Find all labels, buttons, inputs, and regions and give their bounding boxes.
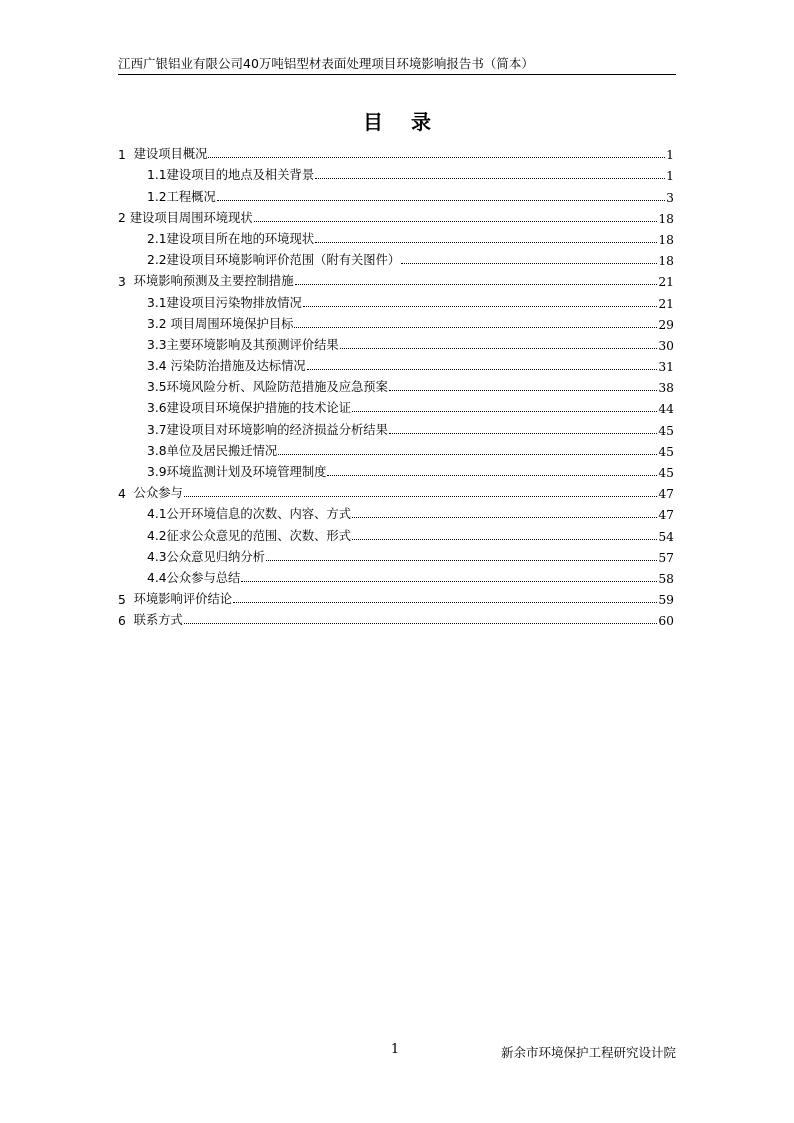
toc-leader-dots — [184, 496, 657, 497]
toc-leader-dots — [303, 306, 658, 307]
toc-entry-label: 4.1公开环境信息的次数、内容、方式 — [147, 507, 352, 522]
toc-leader-dots — [254, 221, 658, 222]
toc-leader-dots — [266, 560, 657, 561]
toc-leader-dots — [307, 369, 658, 370]
footer-organization: 新余市环境保护工程研究设计院 — [500, 1045, 676, 1060]
toc-entry-page: 29 — [658, 317, 674, 332]
toc-entry-page: 54 — [658, 529, 674, 544]
toc-entry-page: 58 — [658, 571, 674, 586]
toc-entry[interactable] — [118, 183, 674, 204]
toc-entry-label: 3.2 项目周围环境保护目标 — [147, 316, 294, 331]
toc-leader-dots — [241, 581, 657, 582]
toc-entry-page: 60 — [658, 614, 674, 629]
toc-entry-page: 57 — [658, 550, 674, 565]
toc-entry[interactable] — [118, 395, 674, 416]
toc-leader-dots — [184, 623, 657, 624]
toc-entry-page: 45 — [658, 466, 674, 480]
toc-entry[interactable] — [118, 289, 674, 310]
toc-leader-dots — [340, 348, 658, 349]
header-divider — [118, 74, 676, 75]
toc-entry[interactable] — [118, 459, 674, 480]
toc-entry-label: 2.2建设项目环境影响评价范围（附有关图件） — [147, 253, 401, 268]
toc-entry-label: 环境影响预测及主要控制措施 — [133, 274, 294, 289]
toc-entry[interactable] — [118, 607, 674, 628]
toc-entry-page: 59 — [658, 593, 674, 608]
toc-entry-page: 18 — [658, 232, 674, 247]
toc-leader-dots — [294, 327, 657, 328]
toc-entry-label: 1.2工程概况 — [147, 189, 216, 204]
toc-entry[interactable] — [118, 332, 674, 353]
toc-entry-page: 3 — [666, 190, 674, 205]
toc-entry-number: 5 — [118, 593, 134, 608]
toc-entry[interactable] — [118, 501, 674, 522]
toc-entry-label: 4.2征求公众意见的范围、次数、形式 — [147, 528, 352, 543]
toc-entry[interactable] — [118, 247, 674, 268]
toc-entry-number: 4 — [118, 487, 134, 502]
toc-entry-label: 3.3主要环境影响及其预测评价结果 — [147, 337, 339, 352]
toc-entry[interactable] — [118, 565, 674, 586]
toc-entry-label: 4.4公众参与总结 — [147, 570, 241, 585]
toc-entry-number: 1 — [118, 148, 134, 163]
toc-entry-label: 3.1建设项目污染物排放情况 — [147, 295, 302, 310]
toc-leader-dots — [315, 178, 665, 179]
toc-entry-label: 环境影响评价结论 — [133, 592, 233, 607]
toc-entry[interactable] — [118, 522, 674, 543]
toc-entry-number: 6 — [118, 614, 134, 629]
toc-entry-page: 18 — [658, 254, 674, 269]
toc-entry[interactable] — [118, 205, 674, 226]
toc-entry-label: 3.7建设项目对环境影响的经济损益分析结果 — [147, 422, 388, 437]
toc-entry-page: 47 — [658, 487, 674, 502]
toc-entry-page: 21 — [658, 296, 674, 311]
toc-entry-page: 1 — [666, 148, 674, 163]
toc-entry-label: 3.8单位及居民搬迁情况 — [147, 443, 278, 458]
toc-entry-label: 3.6建设项目环境保护措施的技术论证 — [147, 401, 352, 416]
toc-entry[interactable] — [118, 374, 674, 395]
toc-entry[interactable] — [118, 311, 674, 332]
toc-entry-page: 31 — [658, 360, 674, 375]
toc-entry-page: 47 — [658, 508, 674, 523]
toc-leader-dots — [352, 539, 657, 540]
toc-entry-label: 1.1建设项目的地点及相关背景 — [147, 168, 315, 183]
toc-leader-dots — [295, 284, 658, 285]
toc-entry[interactable] — [118, 438, 674, 459]
toc-entry[interactable] — [118, 162, 674, 183]
toc-entry[interactable] — [118, 480, 674, 501]
toc-entry-page: 30 — [658, 338, 674, 353]
toc-entry-label: 2.1建设项目所在地的环境现状 — [147, 231, 315, 246]
toc-leader-dots — [278, 454, 657, 455]
toc-entry-label: 4.3公众意见归纳分析 — [147, 549, 265, 564]
toc-entry-page: 21 — [658, 275, 674, 290]
toc-entry-label: 2 建设项目周围环境现状 — [118, 210, 253, 225]
toc-entry[interactable] — [118, 226, 674, 247]
toc-entry-label: 3.5环境风险分析、风险防范措施及应急预案 — [147, 380, 388, 395]
table-of-contents — [118, 141, 674, 628]
toc-entry-page: 1 — [666, 169, 674, 184]
toc-entry-label: 建设项目概况 — [133, 147, 208, 162]
toc-entry[interactable] — [118, 544, 674, 565]
footer-page-number: 1 — [390, 1042, 400, 1057]
toc-leader-dots — [233, 602, 657, 603]
toc-leader-dots — [401, 263, 657, 264]
toc-entry[interactable] — [118, 353, 674, 374]
toc-entry-number: 3 — [118, 275, 134, 290]
toc-leader-dots — [217, 200, 665, 201]
toc-leader-dots — [352, 517, 657, 518]
toc-entry-label: 联系方式 — [133, 613, 183, 628]
toc-entry[interactable] — [118, 141, 674, 162]
toc-entry[interactable] — [118, 586, 674, 607]
toc-title: 目录 — [363, 110, 459, 134]
toc-leader-dots — [389, 433, 657, 434]
page-header: 江西广银铝业有限公司40万吨铝型材表面处理项目环境影响报告书（简本） — [118, 56, 534, 71]
toc-entry[interactable] — [118, 268, 674, 289]
toc-entry[interactable] — [118, 416, 674, 437]
toc-leader-dots — [352, 411, 657, 412]
toc-leader-dots — [315, 242, 657, 243]
toc-entry-page: 18 — [658, 211, 674, 226]
toc-entry-page: 38 — [658, 381, 674, 396]
toc-entry-label: 3.9环境监测计划及环境管理制度 — [147, 465, 327, 479]
toc-entry-page: 44 — [658, 402, 674, 417]
toc-entry-page: 45 — [658, 423, 674, 438]
toc-leader-dots — [389, 390, 657, 391]
toc-entry-label: 公众参与 — [133, 486, 183, 501]
toc-leader-dots — [327, 475, 657, 476]
toc-leader-dots — [208, 157, 665, 158]
toc-entry-label: 3.4 污染防治措施及达标情况 — [147, 359, 306, 374]
toc-entry-page: 45 — [658, 444, 674, 459]
